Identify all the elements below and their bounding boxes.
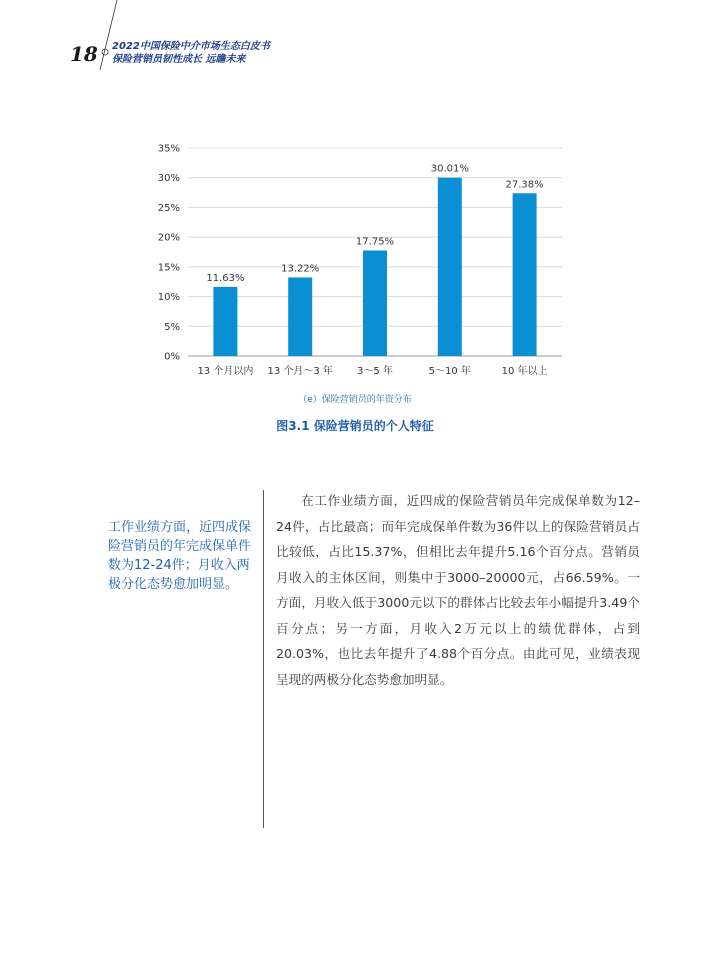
y-tick-label: 35% — [157, 143, 180, 155]
bar — [288, 277, 312, 356]
x-tick-label: 10 年以上 — [501, 366, 548, 377]
data-label: 30.01% — [430, 163, 469, 175]
running-header-line1: 2022中国保险中介市场生态白皮书 — [112, 41, 270, 52]
data-label: 27.38% — [505, 179, 544, 191]
side-note: 工作业绩方面，近四成保险营销员的年完成保单件数为12-24件；月收入两极分化态势愈加明显。 — [108, 520, 252, 592]
data-label: 13.22% — [281, 263, 320, 275]
data-label: 11.63% — [206, 272, 245, 284]
bar — [363, 251, 387, 356]
y-tick-label: 5% — [164, 321, 180, 333]
bar — [513, 193, 537, 356]
y-tick-label: 30% — [157, 173, 180, 185]
body-paragraph: 在工作业绩方面，近四成的保险营销员年完成保单数为12–24件，占比最高；而年完成保单件数为36件以上的保险营销员占比较低，占比15.37%，但相比去年提升5.16个百分点。营销员月收入的主体区间，则集中于3000–20000元，占66.59%。一方面，月收入低于3000元以下的群体占比较去年小幅提升3.49个百分点；另一方面，月收入2万元以上的绩优群体，占到20.03%，也比去年提升了4.88个百分点。由此可见，业绩表现呈现的两极分化态势愈加明显。 — [276, 493, 640, 687]
y-tick-label: 25% — [157, 202, 180, 214]
x-tick-label: 5～10 年 — [428, 366, 471, 377]
bar-chart — [150, 136, 570, 386]
y-tick-label: 15% — [157, 262, 180, 274]
figure-caption: 图3.1 保险营销员的个人特征 — [276, 419, 434, 433]
y-tick-label: 10% — [157, 292, 180, 304]
chart-subtitle: （e）保险营销员的年资分布 — [298, 395, 412, 405]
running-header — [112, 40, 270, 66]
bar — [438, 178, 462, 356]
y-tick-label: 0% — [164, 351, 180, 363]
running-header-line2: 保险营销员韧性成长 远瞻未来 — [112, 54, 246, 65]
bar — [213, 287, 237, 356]
page-number: 18 — [70, 42, 98, 66]
x-tick-label: 3～5 年 — [357, 366, 393, 377]
x-tick-label: 13 个月～3 年 — [267, 366, 333, 377]
header-decoration — [0, 0, 130, 70]
chart-svg — [150, 136, 570, 386]
y-tick-label: 20% — [157, 232, 180, 244]
data-label: 17.75% — [355, 236, 395, 248]
x-tick-label: 13 个月以内 — [197, 366, 254, 377]
divider-line — [263, 490, 264, 828]
